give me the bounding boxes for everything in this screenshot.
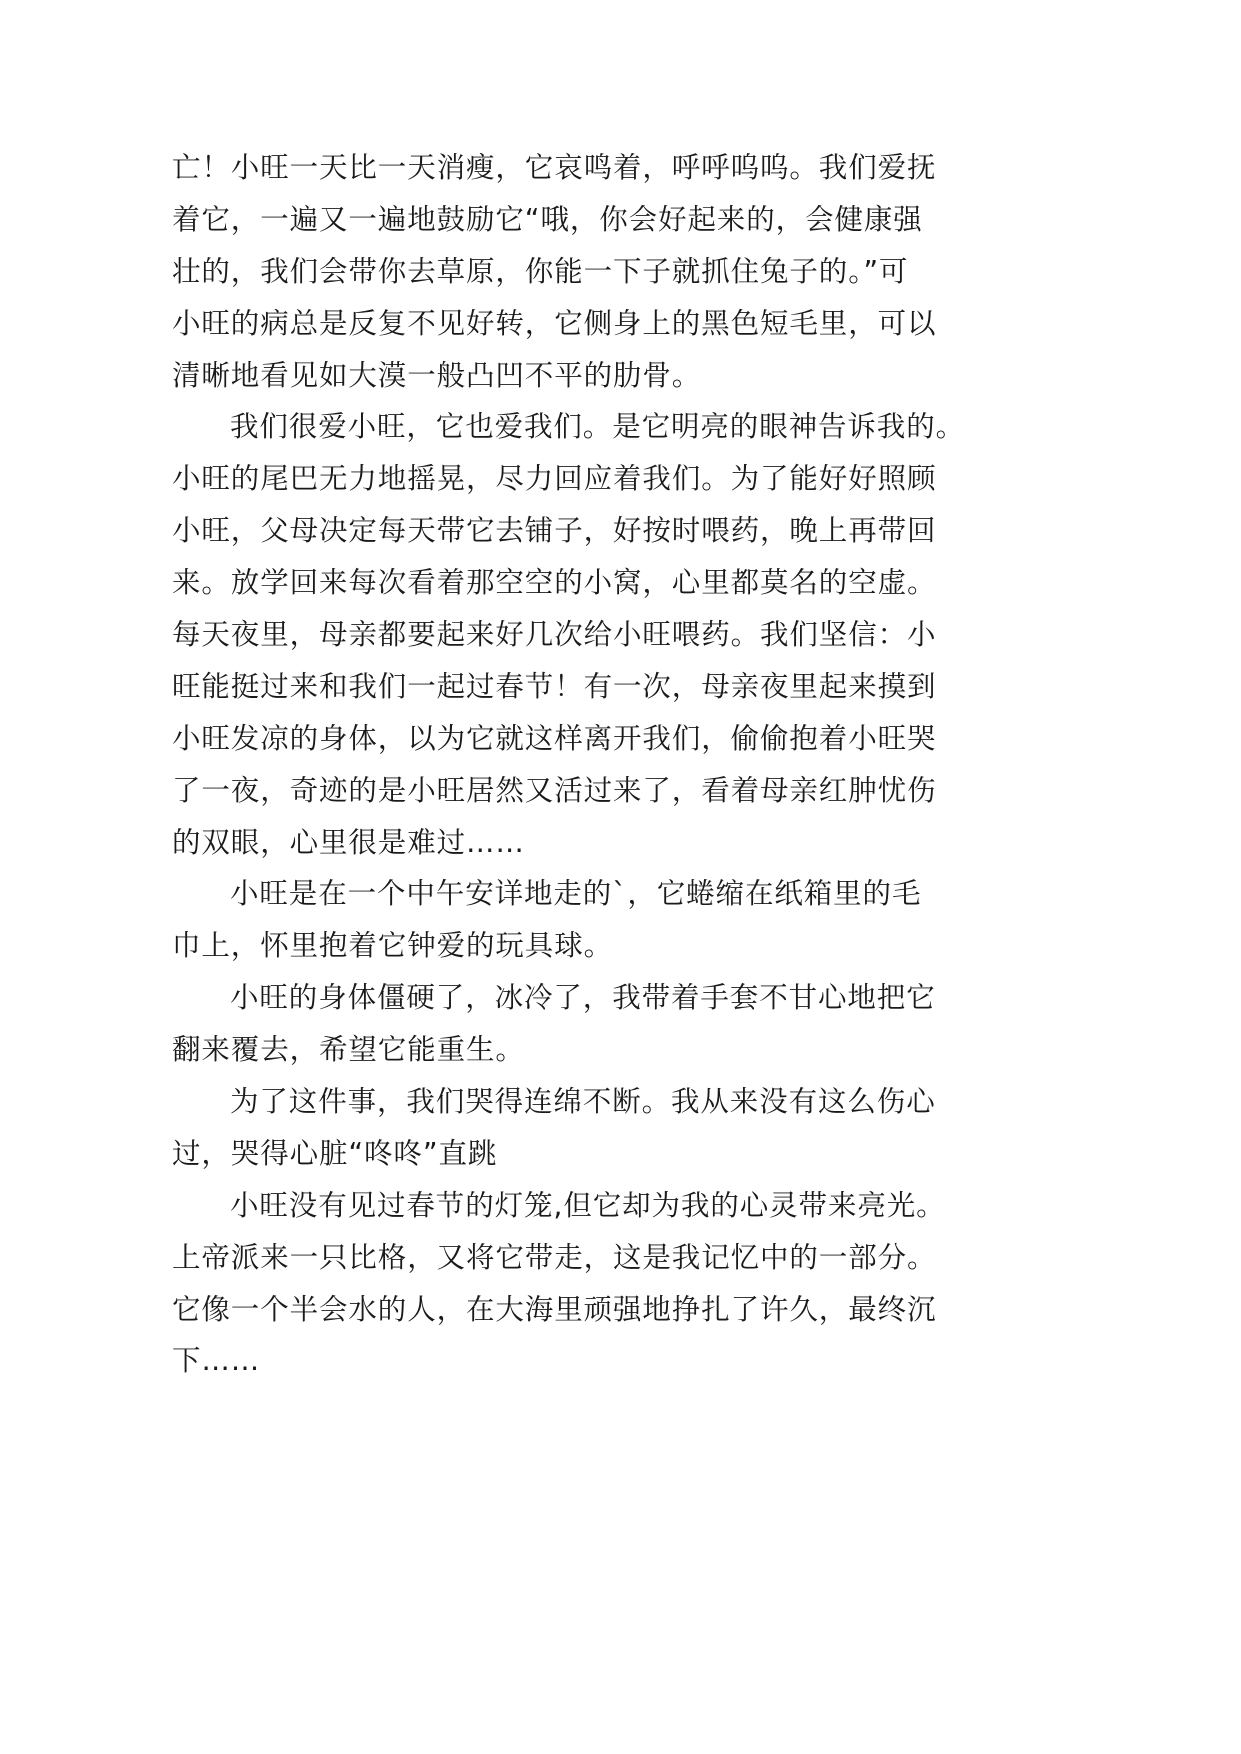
text-line: 小旺发凉的身体，以为它就这样离开我们，偷偷抱着小旺哭 bbox=[172, 721, 937, 755]
paragraph-2 bbox=[172, 401, 1141, 868]
text-line: 小旺的病总是反复不见好转，它侧身上的黑色短毛里，可以 bbox=[172, 306, 937, 340]
paragraph-3 bbox=[172, 868, 1141, 972]
text-line: 来。放学回来每次看着那空空的小窝，心里都莫名的空虚。 bbox=[172, 566, 937, 600]
text-line: 过，哭得心脏“咚咚”直跳 bbox=[172, 1136, 498, 1170]
text-line: 下…… bbox=[172, 1344, 261, 1378]
text-line: 小旺没有见过春节的灯笼,但它却为我的心灵带来亮光。 bbox=[230, 1188, 946, 1222]
text-line: 每天夜里，母亲都要起来好几次给小旺喂药。我们坚信：小 bbox=[172, 618, 937, 652]
paragraph-6 bbox=[172, 1180, 1141, 1388]
text-line: 我们很爱小旺，它也爱我们。是它明亮的眼神告诉我的。 bbox=[230, 410, 966, 444]
text-line: 为了这件事，我们哭得连绵不断。我从来没有这么伤心 bbox=[230, 1085, 936, 1119]
text-line: 着它，一遍又一遍地鼓励它“哦，你会好起来的，会健康强 bbox=[172, 202, 923, 236]
text-line: 上帝派来一只比格，又将它带走，这是我记忆中的一部分。 bbox=[172, 1240, 937, 1274]
text-line: 小旺的身体僵硬了，冰冷了，我带着手套不甘心地把它 bbox=[230, 981, 936, 1015]
text-line: 小旺，父母决定每天带它去铺子，好按时喂药，晚上再带回 bbox=[172, 514, 937, 548]
text-line: 亡！小旺一天比一天消瘦，它哀鸣着，呼呼呜呜。我们爱抚 bbox=[172, 151, 937, 184]
text-line: 它像一个半会水的人，在大海里顽强地挣扎了许久，最终沉 bbox=[172, 1292, 937, 1326]
text-line: 翻来覆去，希望它能重生。 bbox=[172, 1033, 525, 1067]
text-line: 旺能挺过来和我们一起过春节！有一次，母亲夜里起来摸到 bbox=[172, 669, 937, 703]
text-line: 小旺的尾巴无力地摇晃，尽力回应着我们。为了能好好照顾 bbox=[172, 462, 937, 496]
paragraph-4 bbox=[172, 972, 1141, 1076]
text-line: 小旺是在一个中午安详地走的`，它蜷缩在纸箱里的毛 bbox=[230, 877, 922, 911]
text-line: 清晰地看见如大漠一般凸凹不平的肋骨。 bbox=[172, 358, 702, 392]
paragraph-5 bbox=[172, 1076, 1141, 1180]
text-line: 巾上，怀里抱着它钟爱的玩具球。 bbox=[172, 929, 614, 963]
text-line: 的双眼，心里很是难过…… bbox=[172, 825, 525, 859]
text-line: 壮的，我们会带你去草原，你能一下子就抓住兔子的。”可 bbox=[172, 254, 909, 288]
paragraph-1 bbox=[172, 142, 1141, 401]
text-line: 了一夜，奇迹的是小旺居然又活过来了，看着母亲红肿忧伤 bbox=[172, 773, 937, 807]
